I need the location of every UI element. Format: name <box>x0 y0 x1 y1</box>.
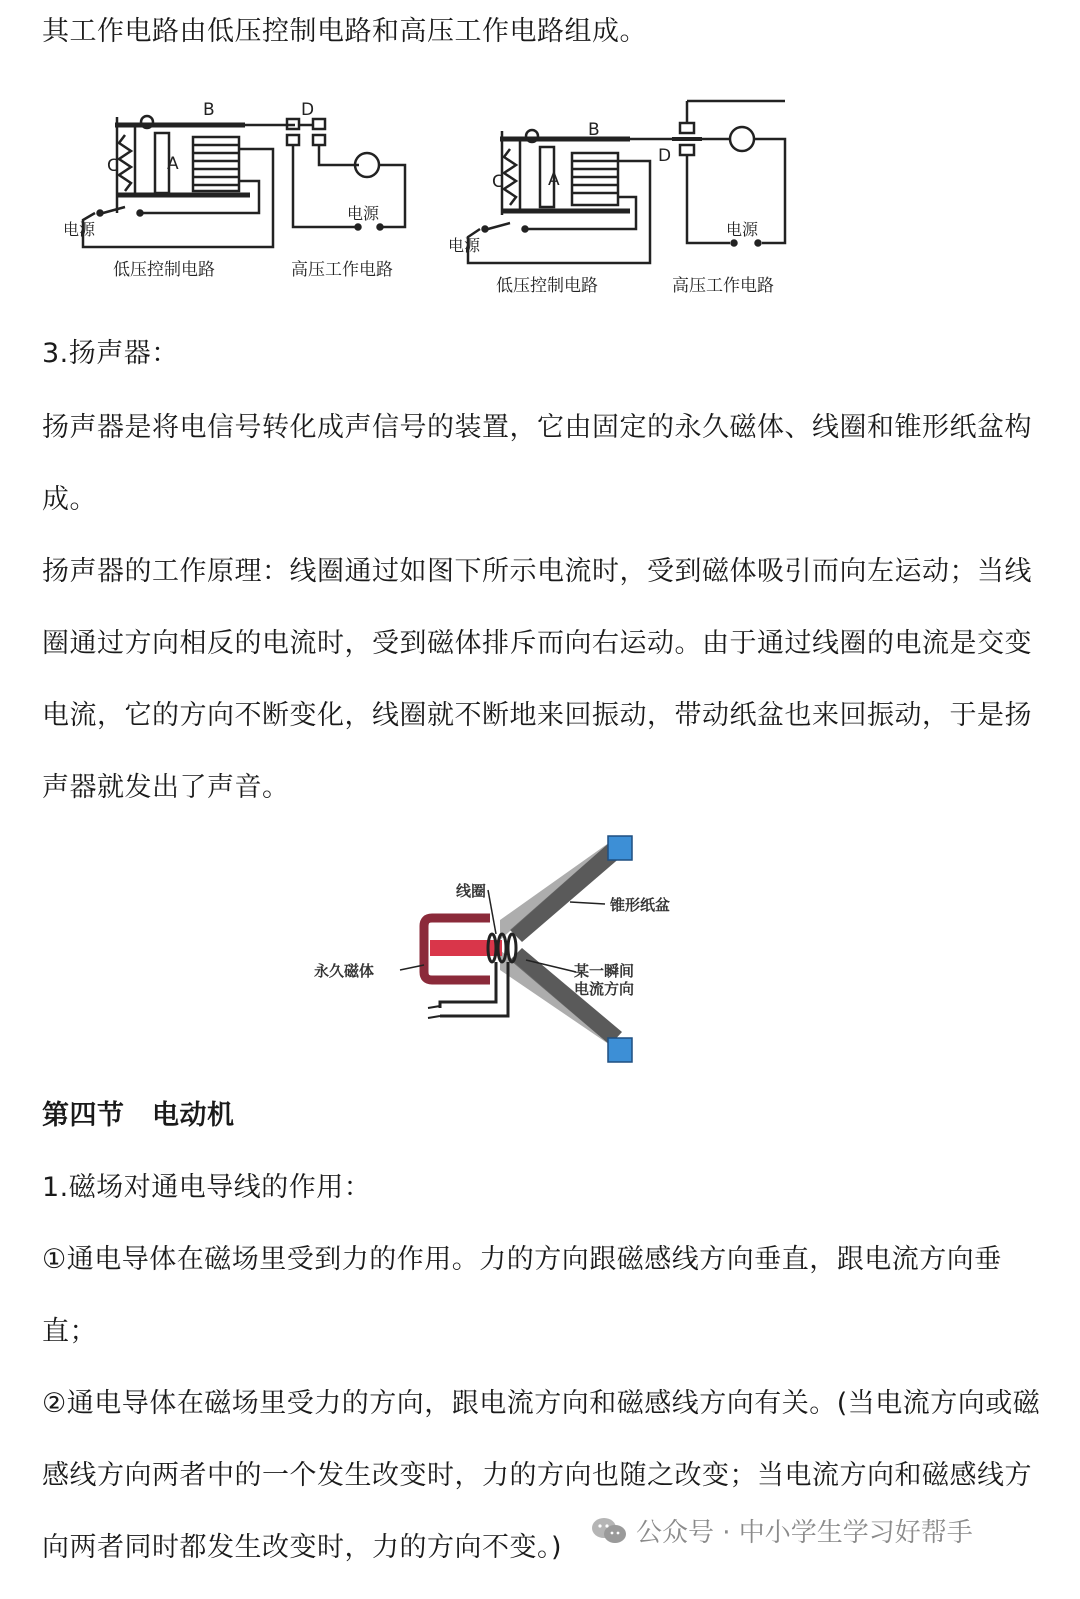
relay2-label-a: A <box>548 170 560 190</box>
relay1-caption-high: 高压工作电路 <box>291 260 393 280</box>
relay2-caption-low: 低压控制电路 <box>496 276 598 296</box>
watermark <box>590 1512 973 1549</box>
relay2-power-right: 电源 <box>726 220 759 239</box>
speaker-label-current-1: 某一瞬间 <box>574 962 635 980</box>
magnet-core <box>430 940 502 956</box>
wechat-icon <box>590 1516 628 1546</box>
section4-sub1: 1.磁场对通电导线的作用： <box>42 1172 372 1203</box>
relay2-label-d: D <box>658 146 672 166</box>
cone-bottom-block <box>608 1038 632 1062</box>
section4-point2: ②通电导体在磁场里受力的方向，跟电流方向和磁感线方向有关。(当电流方向或磁感线方向两者中的一个发生改变时，力的方向也随之改变；当电流方向和磁感线方向两者同时都发生改变时，力的方向不变。) <box>42 1388 1041 1563</box>
relay1-power-right: 电源 <box>347 204 380 223</box>
speaker-label-current-2: 电流方向 <box>574 980 635 998</box>
relay2-power-left: 电源 <box>448 236 481 255</box>
intro-text: 其工作电路由低压控制电路和高压工作电路组成。 <box>42 16 647 47</box>
relay-diagram-low-high-1 <box>55 95 425 290</box>
relay2-caption-high: 高压工作电路 <box>672 276 774 296</box>
speaker-principle: 扬声器的工作原理：线圈通过如图下所示电流时，受到磁体吸引而向左运动；当线圈通过方向相反的电流时，受到磁体排斥而向右运动。由于通过线圈的电流是交变电流，它的方向不断变化，线圈就不断地来回振动，带动纸盆也来回振动，于是扬声器就发出了声音。 <box>42 556 1032 803</box>
speaker-definition: 扬声器是将电信号转化成声信号的装置，它由固定的永久磁体、线圈和锥形纸盆构成。 <box>42 412 1032 515</box>
speaker-label-coil: 线圈 <box>456 882 487 900</box>
relay2-label-b: B <box>588 120 600 140</box>
cone-top-block <box>608 836 632 860</box>
relay1-label-b: B <box>203 100 215 120</box>
section4-point1: ①通电导体在磁场里受到力的作用。力的方向跟磁感线方向垂直，跟电流方向垂直； <box>42 1244 1002 1347</box>
speaker-diagram <box>300 830 720 1075</box>
speaker-label-cone: 锥形纸盆 <box>610 896 671 914</box>
section4-title: 第四节 电动机 <box>42 1100 235 1131</box>
relay1-caption-low: 低压控制电路 <box>113 260 215 280</box>
relay2-label-c: C <box>492 172 504 192</box>
relay1-power-left: 电源 <box>63 220 96 239</box>
relay1-label-d: D <box>301 100 315 120</box>
relay1-label-c: C <box>107 156 119 176</box>
relay-diagram-low-high-2 <box>440 95 810 305</box>
speaker-label-magnet: 永久磁体 <box>314 962 375 980</box>
speaker-heading: 3.扬声器： <box>42 338 179 369</box>
relay1-label-a: A <box>167 154 179 174</box>
watermark-text: 公众号 · 中小学生学习好帮手 <box>636 1518 973 1548</box>
